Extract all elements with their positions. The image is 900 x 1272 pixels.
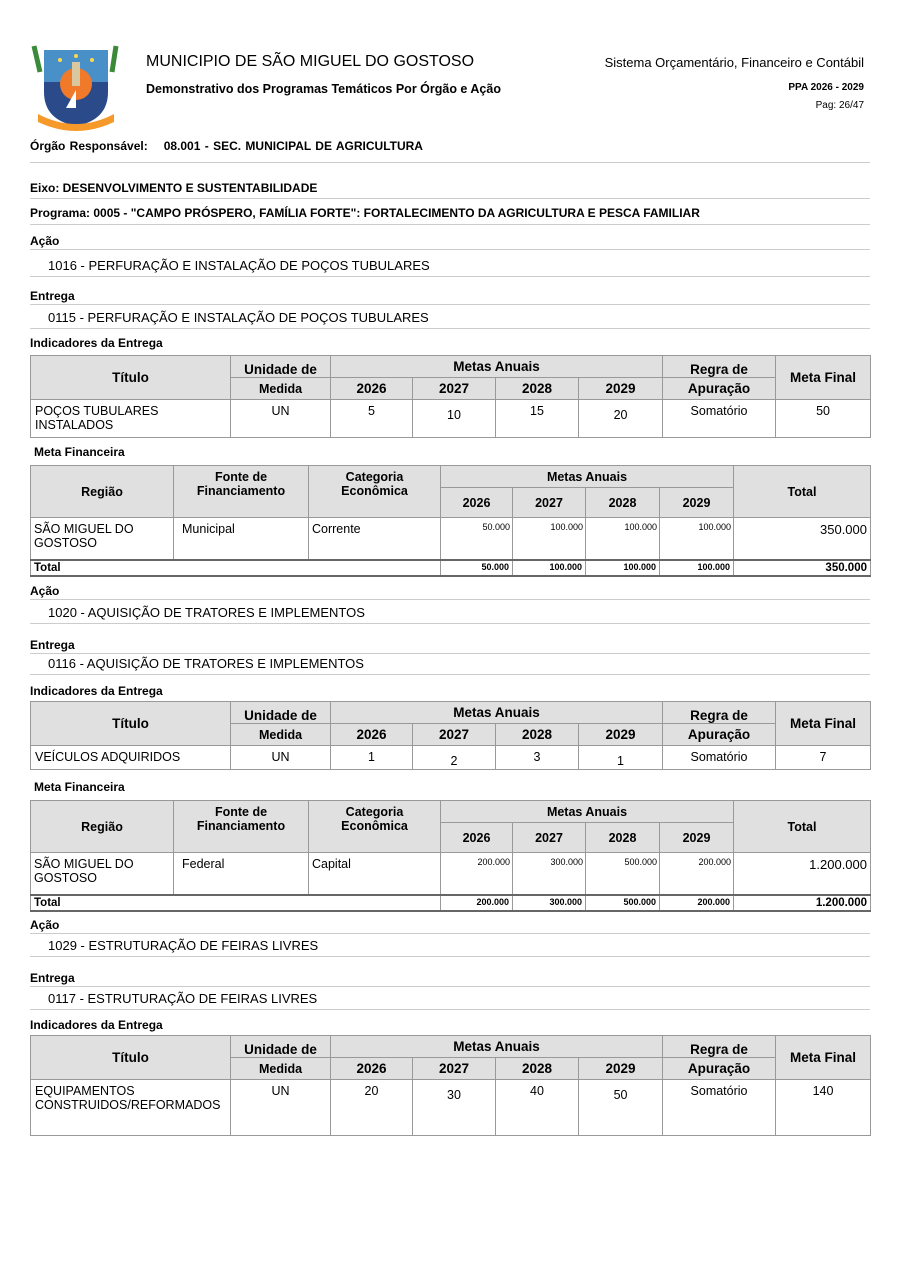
- total-meta: 300.000: [513, 895, 586, 911]
- divider: [30, 933, 870, 934]
- col-metas-anuais: Metas Anuais: [441, 466, 734, 488]
- col-regiao: Região: [31, 801, 174, 853]
- meta-financeira-label: Meta Financeira: [34, 780, 125, 794]
- financeira-meta: 300.000: [513, 853, 586, 895]
- col-meta-final: Meta Final: [776, 702, 871, 746]
- total-meta: 200.000: [441, 895, 513, 911]
- indicador-titulo: EQUIPAMENTOS CONSTRUIDOS/REFORMADOS: [31, 1080, 231, 1136]
- financeira-categoria: Capital: [309, 853, 441, 895]
- col-categoria-2: Econômica: [341, 819, 408, 833]
- col-titulo: Título: [31, 1036, 231, 1080]
- col-apuracao: Apuração: [663, 724, 776, 746]
- col-year: 2027: [413, 378, 496, 400]
- col-year: 2029: [579, 1058, 663, 1080]
- divider: [30, 276, 870, 277]
- indicador-meta-final: 7: [776, 746, 871, 770]
- divider: [30, 653, 870, 654]
- table-row: [31, 400, 871, 438]
- indicador-unidade: UN: [231, 746, 331, 770]
- indicador-meta: 10: [413, 400, 496, 438]
- financeira-meta: 200.000: [441, 853, 513, 895]
- indicadores-table: [30, 1035, 871, 1136]
- total-geral: 350.000: [734, 560, 871, 576]
- acao-value: 1016 - PERFURAÇÃO E INSTALAÇÃO DE POÇOS TUBULARES: [48, 258, 430, 273]
- col-regiao: Região: [31, 466, 174, 518]
- indicadores-label: Indicadores da Entrega: [30, 684, 163, 698]
- col-titulo: Título: [31, 702, 231, 746]
- financeira-meta: 100.000: [513, 518, 586, 560]
- total-row: [31, 560, 871, 576]
- col-apuracao: Apuração: [663, 1058, 776, 1080]
- col-fonte: [174, 466, 309, 518]
- indicador-meta: 5: [331, 400, 413, 438]
- divider: [30, 599, 870, 600]
- col-year: 2028: [586, 823, 660, 853]
- divider: [30, 162, 870, 163]
- total-meta: 50.000: [441, 560, 513, 576]
- col-categoria: [309, 466, 441, 518]
- col-unidade: Unidade de: [231, 702, 331, 724]
- col-fonte-1: Fonte de: [214, 805, 268, 819]
- col-year: 2026: [331, 724, 413, 746]
- col-total: Total: [734, 466, 871, 518]
- page-number: Pag: 26/47: [815, 100, 864, 111]
- financeira-fonte: Municipal: [174, 518, 309, 560]
- ppa-period: PPA 2026 - 2029: [788, 82, 864, 93]
- meta-financeira-table: [30, 465, 871, 577]
- col-year: 2028: [586, 488, 660, 518]
- entrega-label: Entrega: [30, 289, 75, 303]
- indicador-titulo: VEÍCULOS ADQUIRIDOS: [31, 746, 231, 770]
- col-metas-anuais: Metas Anuais: [441, 801, 734, 823]
- col-unidade: Unidade de: [231, 356, 331, 378]
- table-row: [31, 746, 871, 770]
- indicador-meta: 30: [413, 1080, 496, 1136]
- col-year: 2027: [413, 724, 496, 746]
- col-year: 2029: [660, 823, 734, 853]
- indicadores-label: Indicadores da Entrega: [30, 336, 163, 350]
- col-year: 2026: [441, 488, 513, 518]
- col-categoria-1: Categoria: [345, 805, 404, 819]
- indicador-meta: 15: [496, 400, 579, 438]
- acao-value: 1020 - AQUISIÇÃO DE TRATORES E IMPLEMENTOS: [48, 605, 365, 620]
- col-year: 2029: [579, 378, 663, 400]
- indicador-regra: Somatório: [663, 746, 776, 770]
- financeira-meta: 50.000: [441, 518, 513, 560]
- total-meta: 100.000: [586, 560, 660, 576]
- indicadores-label: Indicadores da Entrega: [30, 1018, 163, 1032]
- indicador-meta: 1: [579, 746, 663, 770]
- col-medida: Medida: [231, 378, 331, 400]
- financeira-meta: 100.000: [586, 518, 660, 560]
- table-row: [31, 1080, 871, 1136]
- col-year: 2026: [441, 823, 513, 853]
- col-categoria-1: Categoria: [345, 470, 404, 484]
- divider: [30, 224, 870, 225]
- col-regra: Regra de: [663, 702, 776, 724]
- total-meta: 200.000: [660, 895, 734, 911]
- eixo: Eixo: DESENVOLVIMENTO E SUSTENTABILIDADE: [30, 181, 318, 195]
- financeira-regiao: SÃO MIGUEL DO GOSTOSO: [31, 853, 174, 895]
- entrega-label: Entrega: [30, 638, 75, 652]
- meta-financeira-table: [30, 800, 871, 912]
- indicadores-table: [30, 701, 871, 770]
- col-medida: Medida: [231, 724, 331, 746]
- col-regra: Regra de: [663, 356, 776, 378]
- indicador-meta: 2: [413, 746, 496, 770]
- col-unidade: Unidade de: [231, 1036, 331, 1058]
- acao-label: Ação: [30, 918, 60, 932]
- indicador-meta: 20: [331, 1080, 413, 1136]
- total-meta: 100.000: [513, 560, 586, 576]
- indicador-meta-final: 50: [776, 400, 871, 438]
- report-title: Demonstrativo dos Programas Temáticos Por Órgão e Ação: [146, 82, 501, 96]
- indicador-meta: 40: [496, 1080, 579, 1136]
- indicador-meta: 3: [496, 746, 579, 770]
- financeira-categoria: Corrente: [309, 518, 441, 560]
- entrega-value: 0115 - PERFURAÇÃO E INSTALAÇÃO DE POÇOS TUBULARES: [48, 310, 429, 325]
- col-categoria-2: Econômica: [341, 484, 408, 498]
- meta-financeira-label: Meta Financeira: [34, 445, 125, 459]
- total-row: [31, 895, 871, 911]
- col-year: 2029: [579, 724, 663, 746]
- col-year: 2027: [513, 488, 586, 518]
- indicador-meta: 50: [579, 1080, 663, 1136]
- entrega-value: 0117 - ESTRUTURAÇÃO DE FEIRAS LIVRES: [48, 991, 318, 1006]
- divider: [30, 304, 870, 305]
- indicador-unidade: UN: [231, 400, 331, 438]
- financeira-regiao: SÃO MIGUEL DO GOSTOSO: [31, 518, 174, 560]
- col-fonte-2: Financiamento: [196, 819, 286, 833]
- orgao-responsavel: [30, 139, 423, 153]
- indicador-meta-final: 140: [776, 1080, 871, 1136]
- system-name: Sistema Orçamentário, Financeiro e Contábil: [604, 55, 864, 70]
- col-titulo: Título: [31, 356, 231, 400]
- col-year: 2026: [331, 1058, 413, 1080]
- col-year: 2028: [496, 724, 579, 746]
- total-geral: 1.200.000: [734, 895, 871, 911]
- col-categoria: [309, 801, 441, 853]
- indicador-meta: 20: [579, 400, 663, 438]
- divider: [30, 328, 870, 329]
- total-meta: 100.000: [660, 560, 734, 576]
- col-year: 2026: [331, 378, 413, 400]
- divider: [30, 986, 870, 987]
- programa: Programa: 0005 - "CAMPO PRÓSPERO, FAMÍLIA FORTE": FORTALECIMENTO DA AGRICULTURA E PESCA FAMILIAR: [30, 206, 700, 220]
- total-meta: 500.000: [586, 895, 660, 911]
- financeira-total: 1.200.000: [734, 853, 871, 895]
- municipal-coat-of-arms-logo: [30, 42, 122, 132]
- orgao-label: Órgão Responsável:: [30, 139, 148, 153]
- col-year: 2027: [513, 823, 586, 853]
- table-row: [31, 853, 871, 895]
- col-total: Total: [734, 801, 871, 853]
- indicador-titulo: POÇOS TUBULARES INSTALADOS: [31, 400, 231, 438]
- indicador-unidade: UN: [231, 1080, 331, 1136]
- col-year: 2027: [413, 1058, 496, 1080]
- col-metas-anuais: Metas Anuais: [331, 1036, 663, 1058]
- divider: [30, 956, 870, 957]
- col-metas-anuais: Metas Anuais: [331, 356, 663, 378]
- financeira-meta: 200.000: [660, 853, 734, 895]
- indicadores-table: [30, 355, 871, 438]
- total-label: Total: [31, 895, 441, 911]
- divider: [30, 198, 870, 199]
- indicador-regra: Somatório: [663, 400, 776, 438]
- col-year: 2028: [496, 1058, 579, 1080]
- financeira-meta: 500.000: [586, 853, 660, 895]
- col-fonte-1: Fonte de: [214, 470, 268, 484]
- entrega-value: 0116 - AQUISIÇÃO DE TRATORES E IMPLEMENTOS: [48, 656, 364, 671]
- orgao-value: 08.001 - SEC. MUNICIPAL DE AGRICULTURA: [163, 139, 423, 153]
- col-fonte-2: Financiamento: [196, 484, 286, 498]
- col-regra: Regra de: [663, 1036, 776, 1058]
- col-meta-final: Meta Final: [776, 1036, 871, 1080]
- indicador-regra: Somatório: [663, 1080, 776, 1136]
- financeira-fonte: Federal: [174, 853, 309, 895]
- total-label: Total: [31, 560, 441, 576]
- acao-value: 1029 - ESTRUTURAÇÃO DE FEIRAS LIVRES: [48, 938, 319, 953]
- acao-label: Ação: [30, 234, 60, 248]
- col-fonte: [174, 801, 309, 853]
- col-metas-anuais: Metas Anuais: [331, 702, 663, 724]
- table-row: [31, 518, 871, 560]
- indicador-meta: 1: [331, 746, 413, 770]
- col-medida: Medida: [231, 1058, 331, 1080]
- divider: [30, 674, 870, 675]
- col-apuracao: Apuração: [663, 378, 776, 400]
- financeira-meta: 100.000: [660, 518, 734, 560]
- financeira-total: 350.000: [734, 518, 871, 560]
- divider: [30, 249, 870, 250]
- municipality-name: MUNICIPIO DE SÃO MIGUEL DO GOSTOSO: [146, 53, 475, 70]
- col-meta-final: Meta Final: [776, 356, 871, 400]
- divider: [30, 623, 870, 624]
- divider: [30, 1009, 870, 1010]
- acao-label: Ação: [30, 584, 60, 598]
- col-year: 2029: [660, 488, 734, 518]
- entrega-label: Entrega: [30, 971, 75, 985]
- col-year: 2028: [496, 378, 579, 400]
